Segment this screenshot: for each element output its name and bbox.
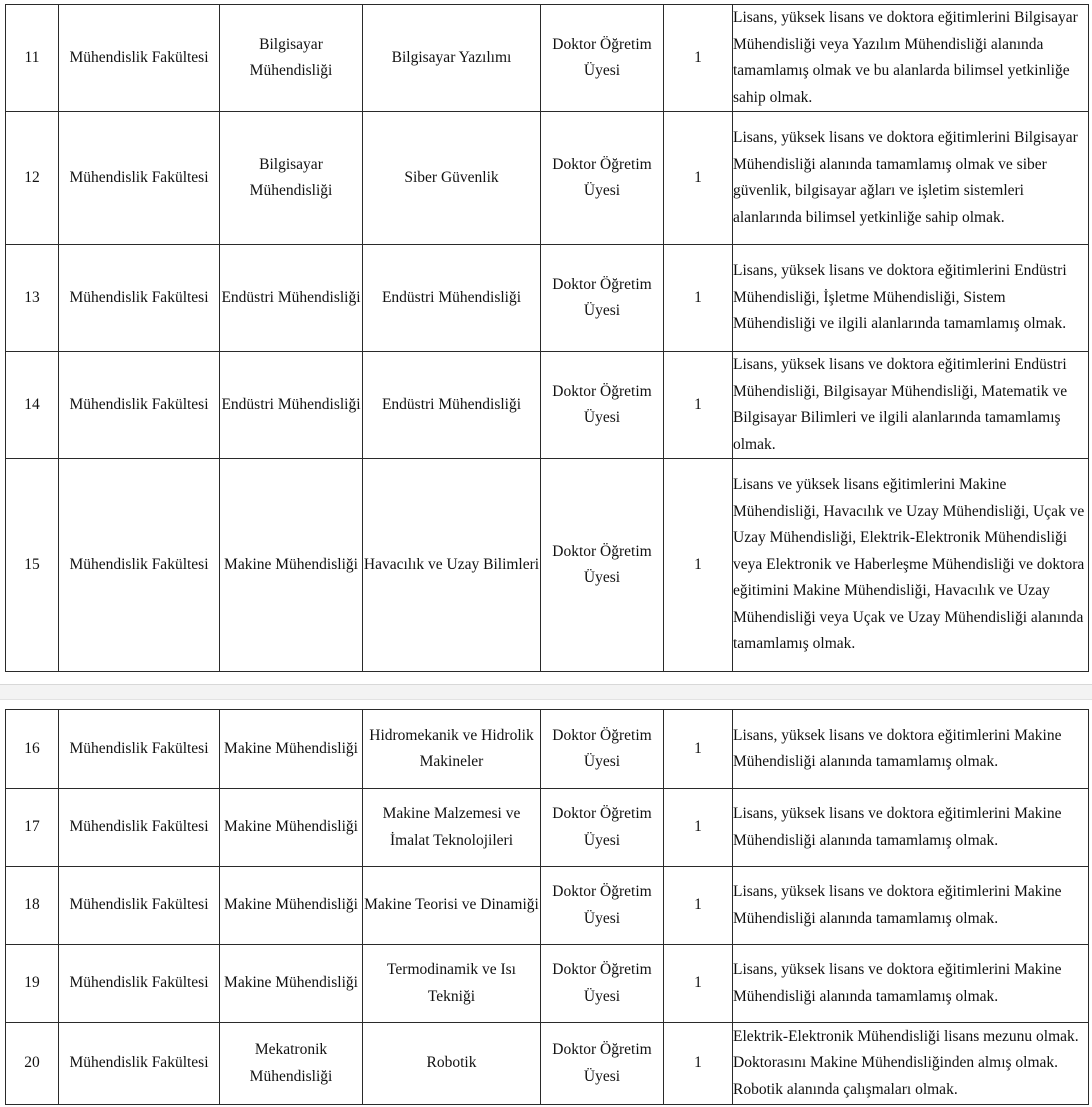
table-row: [6, 945, 1089, 1023]
count-cell: 1: [664, 245, 733, 352]
row-number: 19: [6, 945, 59, 1023]
field-cell: Siber Güvenlik: [363, 112, 541, 245]
table-row: [6, 5, 1089, 112]
requirement-cell: Lisans, yüksek lisans ve doktora eğitimlerini Makine Mühendisliği alanında tamamlamış olmak.: [733, 710, 1089, 789]
position-table-page-1: [5, 4, 1089, 672]
faculty-cell: Mühendislik Fakültesi: [59, 459, 220, 672]
department-cell: Makine Mühendisliği: [220, 710, 363, 789]
count-cell: 1: [664, 867, 733, 945]
field-cell: Makine Teorisi ve Dinamiği: [363, 867, 541, 945]
department-cell: Makine Mühendisliği: [220, 459, 363, 672]
requirement-cell: Lisans, yüksek lisans ve doktora eğitimlerini Bilgisayar Mühendisliği alanında tamamlamış olmak ve siber güvenlik, bilgisayar ağları ve işletim sistemleri alanlarında bilimsel yetkinliğe sahip olmak.: [733, 112, 1089, 245]
field-cell: Havacılık ve Uzay Bilimleri: [363, 459, 541, 672]
faculty-cell: Mühendislik Fakültesi: [59, 245, 220, 352]
field-cell: Hidromekanik ve Hidrolik Makineler: [363, 710, 541, 789]
requirement-cell: Lisans, yüksek lisans ve doktora eğitimlerini Makine Mühendisliği alanında tamamlamış olmak.: [733, 867, 1089, 945]
faculty-cell: Mühendislik Fakültesi: [59, 5, 220, 112]
faculty-cell: Mühendislik Fakültesi: [59, 867, 220, 945]
count-cell: 1: [664, 112, 733, 245]
title-cell: Doktor Öğretim Üyesi: [541, 867, 664, 945]
department-cell: Makine Mühendisliği: [220, 945, 363, 1023]
row-number: 13: [6, 245, 59, 352]
field-cell: Bilgisayar Yazılımı: [363, 5, 541, 112]
requirement-cell: Lisans ve yüksek lisans eğitimlerini Makine Mühendisliği, Havacılık ve Uzay Mühendisliği, Uçak ve Uzay Mühendisliği, Elektrik-Elektronik Mühendisliği veya Elektronik ve Haberleşme Mühendisliği ve doktora eğitimini Makine Mühendisliği, Havacılık ve Uzay Mühendisliği veya Uçak ve Uzay Mühendisliği alanında tamamlamış olmak.: [733, 459, 1089, 672]
title-cell: Doktor Öğretim Üyesi: [541, 112, 664, 245]
title-cell: Doktor Öğretim Üyesi: [541, 459, 664, 672]
table-row: [6, 245, 1089, 352]
table-row: [6, 789, 1089, 867]
requirement-cell: Lisans, yüksek lisans ve doktora eğitimlerini Bilgisayar Mühendisliği veya Yazılım Mühendisliği alanında tamamlamış olmak ve bu alanlarda bilimsel yetkinliğe sahip olmak.: [733, 5, 1089, 112]
faculty-cell: Mühendislik Fakültesi: [59, 352, 220, 459]
table-row: [6, 459, 1089, 672]
requirement-cell: Lisans, yüksek lisans ve doktora eğitimlerini Endüstri Mühendisliği, İşletme Mühendisliği, Sistem Mühendisliği ve ilgili alanlarında tamamlamış olmak.: [733, 245, 1089, 352]
faculty-cell: Mühendislik Fakültesi: [59, 112, 220, 245]
table-row: [6, 352, 1089, 459]
row-number: 20: [6, 1023, 59, 1105]
row-number: 12: [6, 112, 59, 245]
title-cell: Doktor Öğretim Üyesi: [541, 945, 664, 1023]
count-cell: 1: [664, 5, 733, 112]
title-cell: Doktor Öğretim Üyesi: [541, 352, 664, 459]
row-number: 18: [6, 867, 59, 945]
department-cell: Mekatronik Mühendisliği: [220, 1023, 363, 1105]
count-cell: 1: [664, 945, 733, 1023]
department-cell: Makine Mühendisliği: [220, 867, 363, 945]
department-cell: Bilgisayar Mühendisliği: [220, 5, 363, 112]
count-cell: 1: [664, 789, 733, 867]
table-row: [6, 710, 1089, 789]
field-cell: Termodinamik ve Isı Tekniği: [363, 945, 541, 1023]
department-cell: Endüstri Mühendisliği: [220, 245, 363, 352]
row-number: 17: [6, 789, 59, 867]
faculty-cell: Mühendislik Fakültesi: [59, 710, 220, 789]
position-table-page-2: [5, 709, 1089, 1105]
department-cell: Bilgisayar Mühendisliği: [220, 112, 363, 245]
table-row: [6, 112, 1089, 245]
field-cell: Endüstri Mühendisliği: [363, 245, 541, 352]
field-cell: Makine Malzemesi ve İmalat Teknolojileri: [363, 789, 541, 867]
field-cell: Robotik: [363, 1023, 541, 1105]
count-cell: 1: [664, 459, 733, 672]
count-cell: 1: [664, 1023, 733, 1105]
row-number: 16: [6, 710, 59, 789]
title-cell: Doktor Öğretim Üyesi: [541, 5, 664, 112]
row-number: 14: [6, 352, 59, 459]
department-cell: Endüstri Mühendisliği: [220, 352, 363, 459]
title-cell: Doktor Öğretim Üyesi: [541, 710, 664, 789]
table-row: [6, 1023, 1089, 1105]
row-number: 11: [6, 5, 59, 112]
title-cell: Doktor Öğretim Üyesi: [541, 245, 664, 352]
title-cell: Doktor Öğretim Üyesi: [541, 789, 664, 867]
department-cell: Makine Mühendisliği: [220, 789, 363, 867]
faculty-cell: Mühendislik Fakültesi: [59, 789, 220, 867]
requirement-cell: Lisans, yüksek lisans ve doktora eğitimlerini Makine Mühendisliği alanında tamamlamış olmak.: [733, 945, 1089, 1023]
faculty-cell: Mühendislik Fakültesi: [59, 1023, 220, 1105]
requirement-cell: Lisans, yüksek lisans ve doktora eğitimlerini Endüstri Mühendisliği, Bilgisayar Mühendisliği, Matematik ve Bilgisayar Bilimleri ve ilgili alanlarında tamamlamış olmak.: [733, 352, 1089, 459]
title-cell: Doktor Öğretim Üyesi: [541, 1023, 664, 1105]
count-cell: 1: [664, 352, 733, 459]
faculty-cell: Mühendislik Fakültesi: [59, 945, 220, 1023]
requirement-cell: Lisans, yüksek lisans ve doktora eğitimlerini Makine Mühendisliği alanında tamamlamış olmak.: [733, 789, 1089, 867]
count-cell: 1: [664, 710, 733, 789]
table-row: [6, 867, 1089, 945]
requirement-cell: Elektrik-Elektronik Mühendisliği lisans mezunu olmak. Doktorasını Makine Mühendisliğinden almış olmak. Robotik alanında çalışmaları olmak.: [733, 1023, 1089, 1105]
page-break: [0, 684, 1092, 700]
row-number: 15: [6, 459, 59, 672]
field-cell: Endüstri Mühendisliği: [363, 352, 541, 459]
